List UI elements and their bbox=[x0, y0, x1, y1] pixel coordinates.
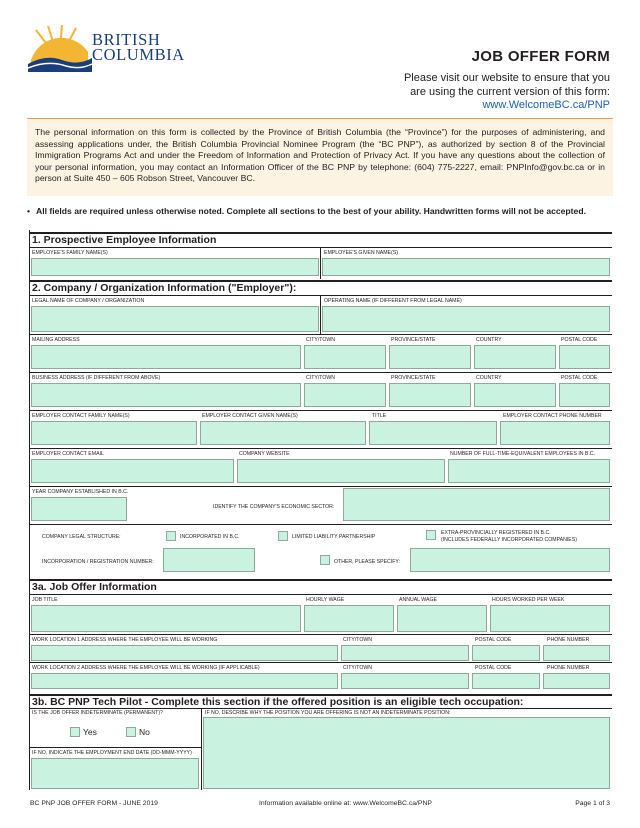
incorp-number-input[interactable] bbox=[163, 548, 255, 572]
contact-phone-input[interactable] bbox=[500, 421, 610, 445]
sector-label: IDENTIFY THE COMPANY'S ECONOMIC SECTOR: bbox=[213, 504, 335, 510]
required-note-text: All fields are required unless otherwise noted. Complete all sections to the best of your ability. Handwritten forms will not be accepted. bbox=[36, 206, 586, 216]
website-label: COMPANY WEBSITE bbox=[239, 451, 290, 457]
operating-name-label: OPERATING NAME (IF DIFFERENT FROM LEGAL NAME) bbox=[324, 298, 462, 304]
bullet-icon: • bbox=[27, 206, 31, 216]
section-3b-title: 3b. BC PNP Tech Pilot - Complete this section if the offered position is an eligible tech occupation: bbox=[30, 694, 612, 709]
privacy-notice: The personal information on this form is collected by the Province of British Columbia (the “Province”) for the purposes of administering, and assessing applications under, the British Columbia Provincial Nominee Program (the “BC PNP”), as authorized by section 8 of the Provincial Immigration Programs Act and under the Freedom of Information and Protection of Privacy Act. If you have any questions about the collection of your personal information, you may contact an Information Officer of the BC PNP by telephone: (604) 775-2227, email: PNPInfo@gov.bc.ca or in person at Suite 450 – 605 Robson Street, Vancouver BC. bbox=[27, 118, 613, 196]
job-title-label: JOB TITLE bbox=[32, 597, 58, 603]
year-established-input[interactable] bbox=[31, 497, 127, 521]
footer-page: Page 1 of 3 bbox=[575, 800, 610, 807]
work-loc2-phone-input[interactable] bbox=[543, 673, 610, 689]
business-country-label: COUNTRY bbox=[476, 375, 502, 381]
end-date-label: IF NO, INDICATE THE EMPLOYMENT END DATE (DD-MMM-YYYY) bbox=[32, 750, 192, 756]
indeterminate-no-label: No bbox=[139, 727, 150, 737]
indeterminate-label: IS THE JOB OFFER INDETERMINATE (PERMANENT)? bbox=[32, 710, 163, 716]
required-note bbox=[27, 206, 617, 216]
sector-input[interactable] bbox=[343, 488, 610, 521]
section-3a-title: 3a. Job Offer Information bbox=[30, 579, 612, 594]
work-loc1-city-input[interactable] bbox=[341, 645, 469, 661]
work-loc1-phone-label: PHONE NUMBER bbox=[547, 637, 590, 643]
mailing-city-input[interactable] bbox=[304, 345, 386, 369]
hours-week-input[interactable] bbox=[490, 605, 610, 632]
extra-provincial-label: EXTRA-PROVINCIALLY REGISTERED IN B.C. bbox=[441, 530, 551, 536]
mailing-postal-input[interactable] bbox=[559, 345, 610, 369]
mailing-address-label: MAILING ADDRESS bbox=[32, 337, 80, 343]
work-loc2-postal-label: POSTAL CODE bbox=[475, 665, 512, 671]
other-input[interactable] bbox=[410, 548, 610, 572]
business-province-label: PROVINCE/STATE bbox=[391, 375, 436, 381]
mailing-country-label: COUNTRY bbox=[476, 337, 502, 343]
business-postal-input[interactable] bbox=[559, 383, 610, 407]
if-no-describe-label: IF NO, DESCRIBE WHY THE POSITION YOU ARE OFFERING IS NOT AN INDETERMINATE POSITION: bbox=[205, 710, 451, 716]
incorp-number-label: INCORPORATION / REGISTRATION NUMBER: bbox=[42, 559, 154, 565]
mailing-province-input[interactable] bbox=[389, 345, 471, 369]
work-loc2-postal-input[interactable] bbox=[472, 673, 540, 689]
section-2-title: 2. Company / Organization Information ("Employer"): bbox=[30, 280, 612, 295]
contact-family-label: EMPLOYER CONTACT FAMILY NAME(S) bbox=[32, 413, 130, 419]
legal-structure-label: COMPANY LEGAL STRUCTURE: bbox=[42, 534, 121, 540]
job-offer-form bbox=[29, 230, 611, 790]
business-postal-label: POSTAL CODE bbox=[561, 375, 598, 381]
job-title-input[interactable] bbox=[31, 605, 301, 632]
indeterminate-no-checkbox[interactable] bbox=[126, 727, 136, 737]
extra-provincial-checkbox[interactable] bbox=[426, 530, 436, 540]
logo-line1: BRITISH bbox=[92, 30, 161, 49]
legal-name-input[interactable] bbox=[31, 306, 319, 332]
footer-info: Information available online at: www.WelcomeBC.ca/PNP bbox=[259, 800, 432, 807]
not-indeterminate-reason-input[interactable] bbox=[203, 717, 610, 789]
hourly-wage-label: HOURLY WAGE bbox=[306, 597, 345, 603]
form-title: JOB OFFER FORM bbox=[471, 48, 610, 65]
logo-wordmark bbox=[92, 32, 185, 62]
work-loc1-label: WORK LOCATION 1 ADDRESS WHERE THE EMPLOYEE WILL BE WORKING bbox=[32, 637, 218, 643]
incorporated-checkbox[interactable] bbox=[166, 531, 176, 541]
annual-wage-input[interactable] bbox=[397, 605, 487, 632]
work-loc1-postal-input[interactable] bbox=[472, 645, 540, 661]
footer-form-id: BC PNP JOB OFFER FORM - JUNE 2019 bbox=[30, 800, 158, 807]
contact-email-input[interactable] bbox=[31, 459, 234, 483]
work-loc1-phone-input[interactable] bbox=[543, 645, 610, 661]
work-loc2-label: WORK LOCATION 2 ADDRESS WHERE THE EMPLOYEE WILL BE WORKING (IF APPLICABLE) bbox=[32, 665, 260, 671]
fte-label: NUMBER OF FULL-TIME-EQUIVALENT EMPLOYEES IN B.C. bbox=[450, 451, 596, 457]
family-name-label: EMPLOYEE'S FAMILY NAME(S) bbox=[32, 250, 108, 256]
hourly-wage-input[interactable] bbox=[304, 605, 394, 632]
operating-name-input[interactable] bbox=[322, 306, 610, 332]
end-date-input[interactable] bbox=[31, 758, 199, 789]
annual-wage-label: ANNUAL WAGE bbox=[399, 597, 437, 603]
given-name-label: EMPLOYEE'S GIVEN NAME(S) bbox=[324, 250, 398, 256]
indeterminate-yes-checkbox[interactable] bbox=[70, 727, 80, 737]
work-loc1-city-label: CITY/TOWN bbox=[343, 637, 373, 643]
contact-phone-label: EMPLOYER CONTACT PHONE NUMBER bbox=[503, 413, 602, 419]
website-input[interactable] bbox=[237, 459, 445, 483]
mailing-address-input[interactable] bbox=[31, 345, 301, 369]
mailing-country-input[interactable] bbox=[474, 345, 556, 369]
business-province-input[interactable] bbox=[389, 383, 471, 407]
work-loc2-address-input[interactable] bbox=[31, 673, 338, 689]
business-city-input[interactable] bbox=[304, 383, 386, 407]
incorporated-label: INCORPORATED IN B.C. bbox=[180, 534, 240, 540]
extra-provincial-note: (INCLUDES FEDERALLY INCORPORATED COMPANIES) bbox=[441, 537, 577, 543]
business-address-label: BUSINESS ADDRESS (IF DIFFERENT FROM ABOVE) bbox=[32, 375, 161, 381]
work-loc2-city-label: CITY/TOWN bbox=[343, 665, 373, 671]
logo-line2: COLUMBIA bbox=[92, 45, 185, 64]
contact-title-input[interactable] bbox=[369, 421, 497, 445]
work-loc2-city-input[interactable] bbox=[341, 673, 469, 689]
visit-line1: Please visit our website to ensure that you bbox=[403, 72, 610, 84]
work-loc2-phone-label: PHONE NUMBER bbox=[547, 665, 590, 671]
fte-input[interactable] bbox=[448, 459, 610, 483]
visit-notice bbox=[370, 72, 610, 113]
work-loc1-postal-label: POSTAL CODE bbox=[475, 637, 512, 643]
indeterminate-yes-label: Yes bbox=[83, 727, 97, 737]
other-checkbox[interactable] bbox=[320, 555, 330, 565]
contact-given-label: EMPLOYER CONTACT GIVEN NAME(S) bbox=[202, 413, 298, 419]
mailing-city-label: CITY/TOWN bbox=[306, 337, 336, 343]
hours-week-label: HOURS WORKED PER WEEK bbox=[492, 597, 565, 603]
visit-line2: are using the current version of this form: bbox=[410, 85, 610, 98]
work-loc1-address-input[interactable] bbox=[31, 645, 338, 661]
year-established-label: YEAR COMPANY ESTABLISHED IN B.C. bbox=[32, 489, 129, 495]
mailing-postal-label: POSTAL CODE bbox=[561, 337, 598, 343]
business-city-label: CITY/TOWN bbox=[306, 375, 336, 381]
family-name-input[interactable] bbox=[31, 258, 319, 276]
legal-name-label: LEGAL NAME OF COMPANY / ORGANIZATION bbox=[32, 298, 145, 304]
contact-title-label: TITLE bbox=[372, 413, 387, 419]
visit-link[interactable]: www.WelcomeBC.ca/PNP bbox=[482, 99, 610, 111]
contact-email-label: EMPLOYER CONTACT EMAIL bbox=[32, 451, 104, 457]
mailing-province-label: PROVINCE/STATE bbox=[391, 337, 436, 343]
given-name-input[interactable] bbox=[322, 258, 610, 276]
contact-given-input[interactable] bbox=[200, 421, 366, 445]
other-label: OTHER, PLEASE SPECIFY: bbox=[334, 559, 401, 565]
business-address-input[interactable] bbox=[31, 383, 301, 407]
business-country-input[interactable] bbox=[474, 383, 556, 407]
llp-checkbox[interactable] bbox=[278, 531, 288, 541]
section-1-title: 1. Prospective Employee Information bbox=[30, 232, 612, 247]
contact-family-input[interactable] bbox=[31, 421, 197, 445]
llp-label: LIMITED LIABILITY PARTNERSHIP bbox=[292, 534, 376, 540]
